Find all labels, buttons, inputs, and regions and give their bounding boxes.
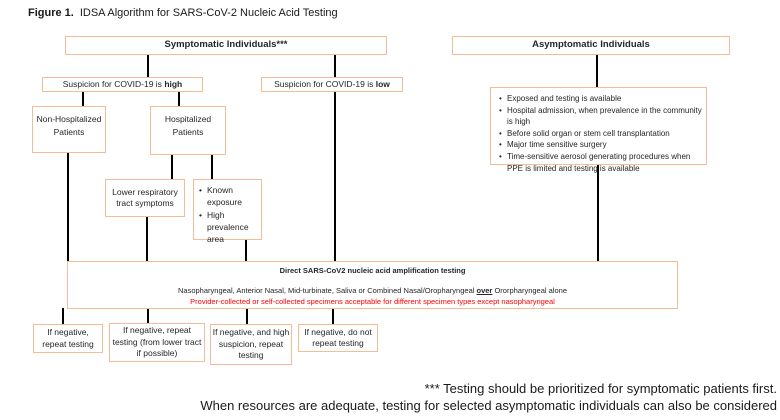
- hospitalized-label: Hospitalized Patients: [164, 114, 212, 138]
- non-hospitalized-label: Non-Hospitalized Patients: [36, 114, 102, 138]
- figure-number: Figure 1.: [28, 7, 74, 19]
- connector-line: [178, 91, 180, 106]
- figure-title: [28, 7, 338, 19]
- footnote-line-1: *** Testing should be prioritized for symptomatic patients first.: [424, 381, 777, 396]
- direct-testing-red-note: Provider-collected or self-collected specimens acceptable for different specimen types except nasopharyngeal: [190, 297, 555, 307]
- connector-line: [596, 54, 598, 87]
- connector-line: [332, 308, 334, 324]
- connector-line: [82, 91, 84, 106]
- asymptomatic-criteria-bullet: • Hospital admission, when prevalence in the community is high: [498, 105, 702, 128]
- box-outcome-repeat-testing: [33, 324, 103, 353]
- exposure-bullet: • Known exposure: [198, 184, 259, 209]
- direct-testing-title: Direct SARS-CoV2 nucleic acid amplification testing: [279, 266, 466, 275]
- footnote: [0, 381, 777, 415]
- box-outcome-repeat-lower-tract: [109, 323, 205, 362]
- connector-line: [147, 308, 149, 323]
- connector-line: [334, 91, 336, 261]
- box-hospitalized-patients: [150, 106, 226, 155]
- exposure-bullet: • High prevalence area: [198, 209, 259, 246]
- asymptomatic-criteria-bullet: • Exposed and testing is available: [498, 93, 621, 105]
- outcome-label: If negative, repeat testing (from lower tract if possible): [112, 325, 202, 359]
- suspicion-high-label: Suspicion for COVID-19 is high: [62, 78, 183, 89]
- connector-line: [146, 216, 148, 261]
- direct-testing-specimens: Nasopharyngeal, Anterior Nasal, Mid-turbinate, Saliva or Combined Nasal/Oropharyngeal over Ororpharyngeal alone: [178, 286, 567, 296]
- outcome-label: If negative, and high suspicion, repeat testing: [212, 327, 290, 361]
- asymptomatic-criteria-bullet: • Before solid organ or stem cell transplantation: [498, 128, 670, 140]
- asymptomatic-criteria-bullet: • Major time sensitive surgery: [498, 139, 607, 151]
- outcome-label: If negative, repeat testing: [42, 327, 94, 349]
- box-lower-respiratory-symptoms: [105, 179, 185, 217]
- box-suspicion-high: [42, 77, 203, 92]
- connector-line: [246, 308, 248, 324]
- box-symptomatic-individuals: [65, 36, 387, 55]
- asymptomatic-header-label: Asymptomatic Individuals: [532, 39, 650, 51]
- symptomatic-header-label: Symptomatic Individuals***: [164, 39, 288, 51]
- box-outcome-no-repeat: [298, 324, 378, 352]
- box-asymptomatic-individuals: [452, 36, 730, 55]
- box-direct-testing: [67, 261, 678, 309]
- asymptomatic-criteria-bullet: • Time-sensitive aerosol generating procedures when PPE is limited and testing is available: [498, 151, 702, 174]
- connector-line: [334, 54, 336, 77]
- box-asymptomatic-criteria: [490, 87, 707, 173]
- box-outcome-high-suspicion-repeat: [210, 324, 292, 365]
- connector-line: [171, 154, 173, 179]
- lower-respiratory-label: Lower respiratory tract symptoms: [112, 186, 178, 208]
- box-non-hospitalized-patients: [32, 106, 106, 153]
- connector-line: [597, 164, 599, 261]
- footnote-line-2: When resources are adequate, testing for selected asymptomatic individuals can also be considered: [200, 397, 777, 413]
- figure-title-text: IDSA Algorithm for SARS-CoV-2 Nucleic Acid Testing: [79, 7, 338, 19]
- box-known-exposure: [193, 179, 262, 245]
- connector-line: [147, 54, 149, 77]
- connector-line: [67, 152, 69, 261]
- box-suspicion-low: [261, 77, 403, 92]
- outcome-label: If negative, do not repeat testing: [304, 326, 372, 348]
- connector-line: [62, 308, 64, 324]
- suspicion-low-label: Suspicion for COVID-19 is low: [274, 78, 390, 89]
- connector-line: [211, 154, 213, 179]
